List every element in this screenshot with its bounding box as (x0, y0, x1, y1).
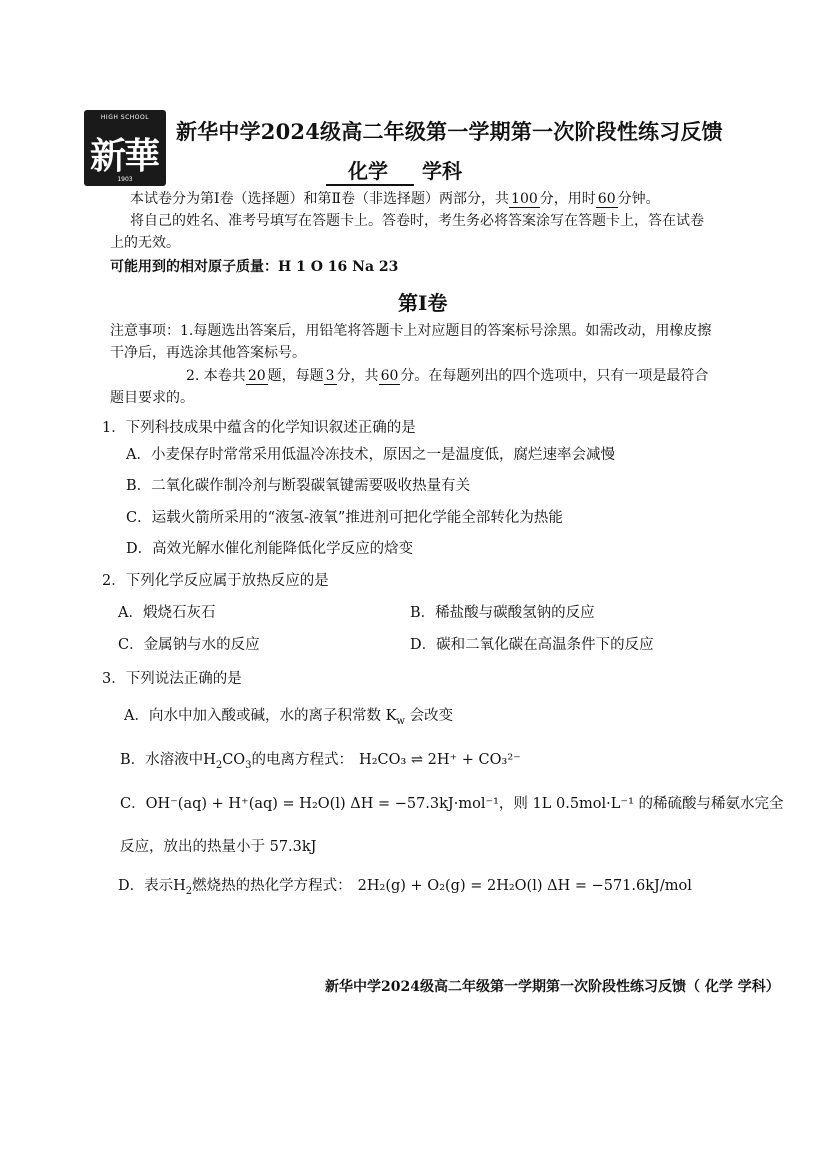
option-b: B．水溶液中$H_2CO_3$的电离方程式： H₂CO₃ ⇌ 2H⁺ + CO₃²⁻ (120, 752, 521, 771)
school-logo (84, 110, 166, 186)
points-per-question: 3 (325, 368, 335, 384)
subject-name: 化学 (326, 155, 414, 186)
intro-text: 分钟。 (617, 191, 660, 207)
total-score: 100 (511, 191, 538, 207)
notes-line-1: 注意事项：1.每题选出答案后，用铅笔将答题卡上对应题目的答案标号涂黑。如需改动，用橡皮擦 (110, 323, 712, 339)
question-count: 20 (247, 368, 266, 384)
notes-line-2: 干净后，再选涂其他答案标号。 (110, 345, 306, 361)
option-c: C．运载火箭所采用的“液氢-液氧”推进剂可把化学能全部转化为热能 (126, 510, 563, 526)
option-a: A．煅烧石灰石 (118, 605, 216, 621)
intro-line-3: 上的无效。 (110, 235, 180, 251)
option-text: 会改变 (404, 708, 454, 724)
option-a: A．小麦保存时常常采用低温冷冻技术，原因之一是温度低，腐烂速率会减慢 (126, 447, 615, 463)
notes-text: 题，每题 (267, 368, 324, 384)
section-title: 第Ⅰ卷 (398, 291, 448, 315)
option-text: D．表示H (118, 878, 186, 894)
option-c: C．金属钠与水的反应 (118, 637, 260, 653)
option-text: A．向水中加入酸或碱，水的离子积常数 K (124, 708, 397, 724)
option-c-continued: 反应，放出的热量小于 57.3kJ (120, 839, 317, 855)
option-text: 燃烧热的热化学方程式： (192, 878, 352, 894)
notes-line-3 (186, 366, 708, 386)
notes-text: 2. 本卷共 (186, 368, 246, 384)
option-d: D．碳和二氧化碳在高温条件下的反应 (410, 637, 654, 653)
option-text: 的电离方程式： (251, 752, 354, 768)
option-c (120, 792, 784, 813)
intro-line-2: 将自己的姓名、准考号填写在答题卡上。答卷时，考生务必将答案涂写在答题卡上，答在试卷 (130, 213, 704, 229)
kw-subscript: w (396, 715, 405, 727)
notes-text: 分，共 (336, 368, 379, 384)
intro-text: 分，用时 (539, 191, 596, 207)
subject-suffix: 学科 (422, 159, 462, 183)
question-stem: 2．下列化学反应属于放热反应的是 (102, 573, 329, 589)
option-text: B．水溶液中H (120, 752, 216, 768)
neutralization-equation: OH⁻(aq) + H⁺(aq) = H₂O(l) ΔH = −57.3kJ·mol⁻¹，则 1L 0.5mol·L⁻¹ 的稀硫酸与稀氨水完全 (145, 796, 784, 812)
option-a (124, 704, 453, 727)
combustion-equation: 2H₂(g) + O₂(g) = 2H₂O(l) ΔH = −571.6kJ/mol (357, 878, 692, 894)
exam-time: 60 (597, 191, 616, 207)
section-total: 60 (380, 368, 399, 384)
logo-year: 1903 (117, 176, 133, 183)
option-text: CO (222, 752, 246, 768)
question-stem: 3．下列说法正确的是 (102, 671, 242, 687)
exam-title: 新华中学2024级高二年级第一学期第一次阶段性练习反馈 (176, 119, 723, 144)
option-b: B．二氧化碳作制冷剂与断裂碳氧键需要吸收热量有关 (126, 478, 471, 494)
ionization-equation: H₂CO₃ ⇌ 2H⁺ + CO₃²⁻ (359, 752, 521, 768)
page-footer: 新华中学2024级高二年级第一学期第一次阶段性练习反馈（ 化学 学科） (325, 979, 780, 995)
logo-arc-text: HIGH SCHOOL (100, 114, 150, 121)
option-b: B．稀盐酸与碳酸氢钠的反应 (410, 605, 595, 621)
subject-line (326, 155, 462, 186)
option-d: D．高效光解水催化剂能降低化学反应的焓变 (126, 541, 414, 557)
option-d: D．表示$H_2$燃烧热的热化学方程式： 2H₂(g) + O₂(g) = 2H₂O(l) ΔH = −571.6kJ/mol (118, 878, 692, 897)
notes-text: 分。在每题列出的四个选项中，只有一项是最符合 (400, 368, 709, 384)
notes-line-4: 题目要求的。 (110, 390, 194, 406)
logo-glyph: 新華 (90, 135, 159, 177)
question-stem: 1．下列科技成果中蕴含的化学知识叙述正确的是 (102, 420, 416, 436)
intro-line-1 (130, 189, 660, 209)
intro-text: 本试卷分为第Ⅰ卷（选择题）和第Ⅱ卷（非选择题）两部分，共 (130, 191, 510, 207)
atomic-masses: 可能用到的相对原子质量：H 1 O 16 Na 23 (110, 259, 399, 275)
option-text: C． (120, 796, 146, 812)
